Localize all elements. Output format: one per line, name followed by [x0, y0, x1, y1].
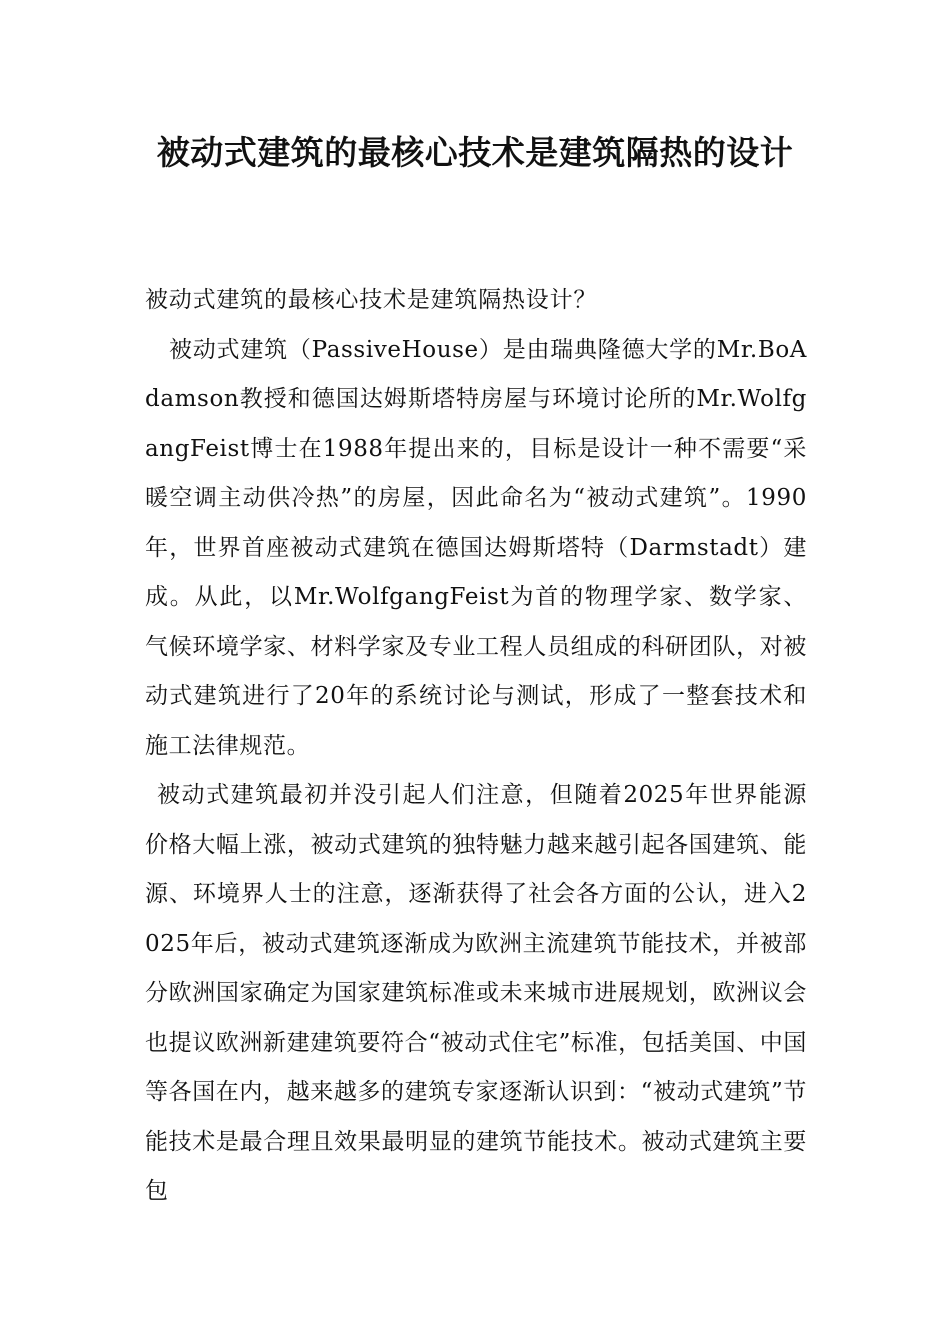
paragraph-history: 被动式建筑（PassiveHouse）是由瑞典隆德大学的Mr.BoAdamson教授和德国达姆斯塔特房屋与环境讨论所的Mr.WolfgangFeist博士在1988年提出来的，目标是设计一种不需要“采暖空调主动供冷热”的房屋，因此命名为“被动式建筑”。1990年，世界首座被动式建筑在德国达姆斯塔特（Darmstadt）建成。从此，以Mr.WolfgangFeist为首的物理学家、数学家、气候环境学家、材料学家及专业工程人员组成的科研团队，对被动式建筑进行了20年的系统讨论与测试，形成了一整套技术和施工法律规范。: [145, 336, 807, 759]
document-body: [145, 276, 807, 1217]
paragraph-question: 被动式建筑的最核心技术是建筑隔热设计？: [145, 287, 598, 313]
document-title: 被动式建筑的最核心技术是建筑隔热的设计: [156, 133, 794, 172]
paragraph-adoption: 被动式建筑最初并没引起人们注意，但随着2025年世界能源价格大幅上涨，被动式建筑的独特魅力越来越引起各国建筑、能源、环境界人士的注意，逐渐获得了社会各方面的公认，进入2025年后，被动式建筑逐渐成为欧洲主流建筑节能技术，并被部分欧洲国家确定为国家建筑标准或未来城市进展规划，欧洲议会也提议欧洲新建建筑要符合“被动式住宅”标准，包括美国、中国等各国在内，越来越多的建筑专家逐渐认识到：“被动式建筑”节能技术是最合理且效果最明显的建筑节能技术。被动式建筑主要包: [145, 782, 807, 1204]
